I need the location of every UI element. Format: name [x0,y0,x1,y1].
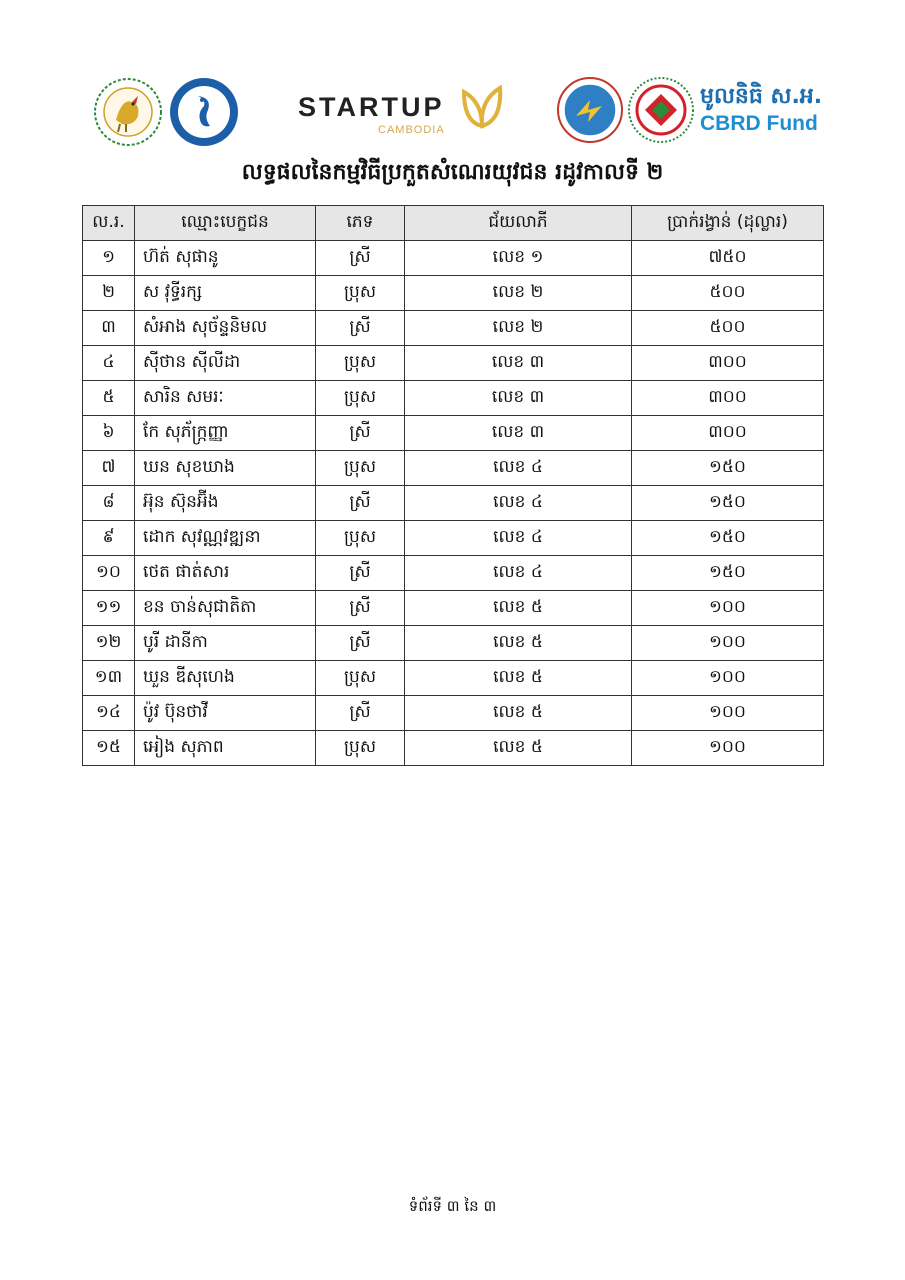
cell-prize: ៣០០ [632,346,824,381]
cbrd-logo-khmer: មូលនិធិ ស.អ. [700,84,823,109]
cell-gender: ស្រី [316,311,405,346]
cell-rank: លេខ ៥ [405,626,632,661]
cell-prize: ១៥០ [632,556,824,591]
cell-name: ស៊ីថាន ស៊ីលីដា [135,346,316,381]
table-row [83,346,824,381]
table-row [83,626,824,661]
table-row [83,486,824,521]
page-number: ទំព័រទី ៣ នៃ ៣ [408,1197,497,1215]
ministry-economy-finance-logo-icon [92,76,164,148]
cell-gender: ប្រុស [316,661,405,696]
header-number: ល.រ. [83,206,135,241]
cell-number: ១៤ [83,696,135,731]
header-prize: ប្រាក់រង្វាន់ (ដុល្លារ) [632,206,824,241]
cbrd-emblem-icon [627,76,695,144]
cell-number: ១១ [83,591,135,626]
cell-name: ឃួន ឌីសុហេង [135,661,316,696]
cell-prize: ១៥០ [632,521,824,556]
cell-name: សំអាង សុច័ន្ទនិមល [135,311,316,346]
cell-prize: ៣០០ [632,381,824,416]
cell-name: អៀង សុភាព [135,731,316,766]
cell-prize: ១០០ [632,626,824,661]
cell-number: ១ [83,241,135,276]
cell-rank: លេខ ៣ [405,381,632,416]
cell-rank: លេខ ២ [405,311,632,346]
cell-rank: លេខ ២ [405,276,632,311]
ptc-logo-icon [556,76,624,144]
table-row [83,276,824,311]
cell-rank: លេខ ៣ [405,416,632,451]
cell-prize: ១០០ [632,661,824,696]
cell-prize: ១០០ [632,696,824,731]
cell-name: ប៉ូវ ប៊ុនថាវី [135,696,316,731]
table-row [83,556,824,591]
table-header-row [83,206,824,241]
cell-gender: ស្រី [316,416,405,451]
cell-name: សារិន សមរៈ [135,381,316,416]
cell-rank: លេខ ១ [405,241,632,276]
logo-strip [0,70,905,150]
cell-number: ៤ [83,346,135,381]
cell-gender: ប្រុស [316,346,405,381]
table-row [83,416,824,451]
table-row [83,696,824,731]
cell-gender: ប្រុស [316,731,405,766]
cell-rank: លេខ ៥ [405,696,632,731]
cell-name: ស វុទ្ធីរក្ស [135,276,316,311]
cell-prize: ៧៥០ [632,241,824,276]
cell-gender: ស្រី [316,591,405,626]
table-row [83,381,824,416]
cell-number: ១៥ [83,731,135,766]
cell-rank: លេខ ៤ [405,521,632,556]
cell-rank: លេខ ៤ [405,486,632,521]
cell-rank: លេខ ៤ [405,451,632,486]
cell-gender: ប្រុស [316,381,405,416]
results-table [82,205,824,766]
cell-name: អ៊ុន ស៊ុនអ៊ីង [135,486,316,521]
header-candidate-name: ឈ្មោះបេក្ខជន [135,206,316,241]
cell-gender: ប្រុស [316,521,405,556]
cell-gender: ស្រី [316,556,405,591]
cell-prize: ៥០០ [632,276,824,311]
startup-logo-word: STARTUP [298,92,445,122]
cell-rank: លេខ ៥ [405,591,632,626]
cell-number: ២ [83,276,135,311]
cell-number: ១០ [83,556,135,591]
cell-number: ៦ [83,416,135,451]
cell-name: ថេត ផាត់សារ [135,556,316,591]
cell-number: ៣ [83,311,135,346]
leaf-icon [458,82,506,130]
cbrd-logo-latin: CBRD Fund [700,112,818,135]
cell-gender: ស្រី [316,696,405,731]
cell-gender: ស្រី [316,241,405,276]
cell-name: ដោក សុវណ្ណវឌ្ឍនា [135,521,316,556]
cell-name: ហ៊ត់ សុផានូ [135,241,316,276]
table-row [83,241,824,276]
cell-prize: ១០០ [632,591,824,626]
cell-prize: ៥០០ [632,311,824,346]
cell-rank: លេខ ៥ [405,731,632,766]
table-row [83,731,824,766]
startup-cambodia-logo [298,80,508,140]
table-row [83,661,824,696]
cell-name: បូរី ដានីកា [135,626,316,661]
cell-number: ៨ [83,486,135,521]
startup-logo-sub: CAMBODIA [378,124,445,136]
cell-gender: ស្រី [316,626,405,661]
cell-prize: ៣០០ [632,416,824,451]
cell-prize: ១៥០ [632,486,824,521]
cell-rank: លេខ ៤ [405,556,632,591]
header-winner-rank: ជ័យលាភី [405,206,632,241]
table-row [83,451,824,486]
cell-number: ១៣ [83,661,135,696]
cell-number: ៧ [83,451,135,486]
table-row [83,311,824,346]
cell-name: កែ សុភ័ក្រ្កញ្ញា [135,416,316,451]
techo-startup-center-logo-icon [168,76,240,148]
cell-number: ៥ [83,381,135,416]
cell-name: ខន ចាន់សុជាតិតា [135,591,316,626]
cell-gender: ប្រុស [316,451,405,486]
cell-number: ៩ [83,521,135,556]
cell-rank: លេខ ៣ [405,346,632,381]
cell-gender: ប្រុស [316,276,405,311]
table-row [83,591,824,626]
cell-gender: ស្រី [316,486,405,521]
cell-name: ឃន សុខឃាង [135,451,316,486]
cell-rank: លេខ ៥ [405,661,632,696]
table-row [83,521,824,556]
cell-prize: ១០០ [632,731,824,766]
document-title: លទ្ធផលនៃកម្មវិធីប្រកួតសំណេរយុវជន រដូវកាលទី ២ [241,160,664,185]
cell-number: ១២ [83,626,135,661]
header-gender: ភេទ [316,206,405,241]
cell-prize: ១៥០ [632,451,824,486]
